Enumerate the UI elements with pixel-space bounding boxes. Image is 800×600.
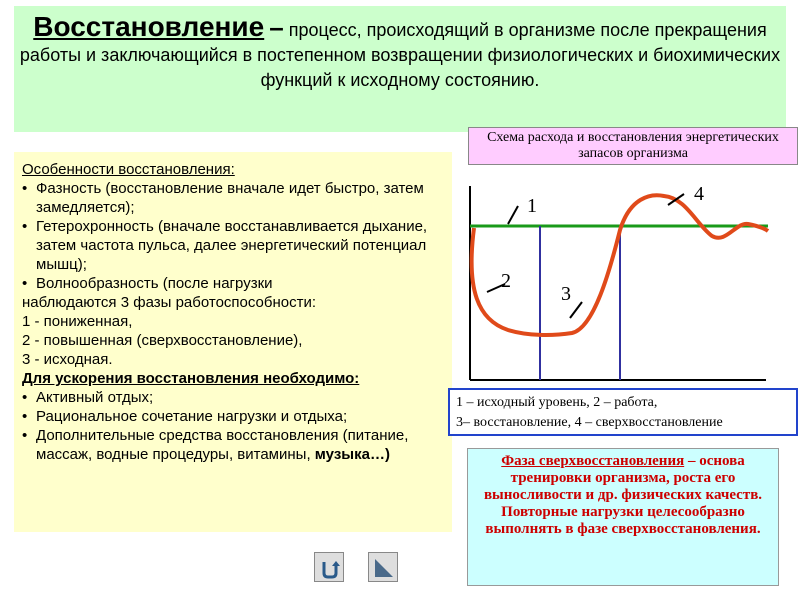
definition-dash: – bbox=[269, 12, 284, 42]
feature-item: • Гетерохронность (вначале восстанавливается дыхание, затем частота пульса, далее энергетический потенциал мышц); bbox=[22, 217, 446, 274]
phase-item: 2 - повышенная (сверхвосстановление), bbox=[22, 332, 303, 349]
definition-term: Восстановление bbox=[33, 11, 265, 42]
note-dash: – bbox=[687, 453, 696, 469]
phase-item: 3 - исходная. bbox=[22, 351, 113, 368]
legend-line: 3– восстановление, 4 – сверхвосстановление bbox=[456, 415, 723, 430]
return-arrow-icon bbox=[315, 553, 345, 583]
note-title: Фаза сверхвосстановления bbox=[501, 453, 685, 469]
back-button[interactable] bbox=[368, 552, 398, 582]
diagram-label-3: 3 bbox=[561, 283, 571, 305]
acceleration-item: • Активный отдых; bbox=[22, 388, 446, 407]
phase-item: 1 - пониженная, bbox=[22, 313, 133, 330]
legend-line: 1 – исходный уровень, 2 – работа, bbox=[456, 395, 658, 410]
label-pointer bbox=[508, 206, 518, 224]
feature-item: • Волнообразность (после нагрузки bbox=[22, 274, 446, 293]
back-arrow-icon bbox=[369, 553, 399, 583]
diagram-label-4: 4 bbox=[694, 183, 704, 205]
return-button[interactable] bbox=[314, 552, 344, 582]
note-body: основа тренировки организма, роста его выносливости и др. физических качеств. Повторные нагрузки целесообразно выполнять в фазе сверхвосстановления. bbox=[483, 453, 763, 537]
diagram-label-1: 1 bbox=[527, 195, 537, 217]
acceleration-item-text: Дополнительные средства восстановления (питание, массаж, водные процедуры, витамины, bbox=[36, 427, 409, 463]
diagram-legend bbox=[448, 388, 798, 436]
supercompensation-note bbox=[467, 448, 779, 586]
feature-item: • Фазность (восстановление вначале идет быстро, затем замедляется); bbox=[22, 179, 446, 217]
phases-intro: наблюдаются 3 фазы работоспособности: bbox=[22, 294, 317, 311]
label-pointer bbox=[570, 302, 582, 318]
diagram-title: Схема расхода и восстановления энергетических запасов организма bbox=[468, 127, 798, 165]
acceleration-heading: Для ускорения восстановления необходимо: bbox=[22, 370, 360, 387]
definition-body: процесс, происходящий в организме после прекращения работы и заключающийся в постепенном возвращении физиологических и биохимических функций к исходному состоянию. bbox=[19, 20, 781, 90]
acceleration-item: • Рациональное сочетание нагрузки и отдыха; bbox=[22, 407, 446, 426]
music-text: музыка…) bbox=[314, 446, 390, 463]
diagram-label-2: 2 bbox=[501, 270, 511, 292]
features-heading: Особенности восстановления: bbox=[22, 161, 235, 178]
